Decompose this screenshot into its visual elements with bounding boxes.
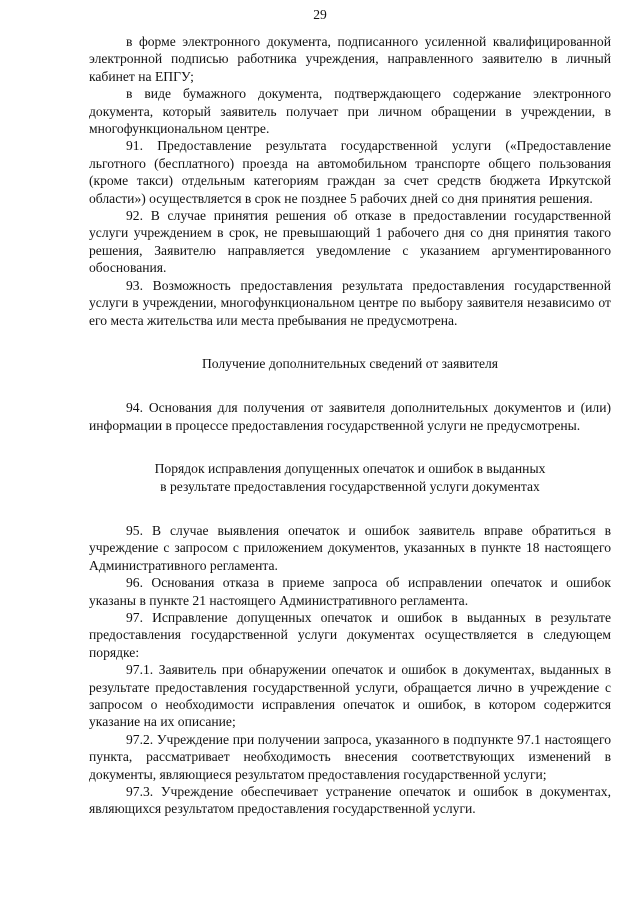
- page-number: 29: [313, 7, 327, 22]
- paragraph-92: 92. В случае принятия решения об отказе в предоставлении государственной услуги учреждением в срок, не превышающий 1 рабочего дня со дня принятия такого решения, Заявителю направляется уведомление с указанием аргументированного обоснования.: [89, 208, 611, 276]
- paragraph-paper-delivery: в виде бумажного документа, подтверждающего содержание электронного документа, который заявитель получает при личном обращении в учреждении, в многофункциональном центре.: [89, 86, 611, 137]
- paragraph-97-2: 97.2. Учреждение при получении запроса, указанного в подпункте 97.1 настоящего пункта, рассматривает необходимость внесения соответствующих изменений в документы, являющиеся результатом предоставления государственной услуги;: [89, 731, 611, 782]
- paragraph-95: 95. В случае выявления опечаток и ошибок заявитель вправе обратиться в учреждение с запросом с приложением документов, указанных в пункте 18 настоящего Административного регламента.: [89, 522, 611, 573]
- section-heading-additional-info: Получение дополнительных сведений от заявителя: [201, 355, 499, 371]
- section-heading-error-correction: [89, 460, 611, 495]
- paragraph-91: 91. Предоставление результата государственной услуги («Предоставление льготного (бесплатного) проезда на автомобильном транспорте общего пользования (кроме такси) отдельным категориям граждан за счет средств бюджета Иркутской области») осуществляется в срок не позднее 5 рабочих дней со дня принятия решения.: [89, 138, 611, 206]
- paragraph-96: 96. Основания отказа в приеме запроса об исправлении опечаток и ошибок указаны в пункте 21 настоящего Административного регламента.: [89, 575, 611, 608]
- paragraph-93: 93. Возможность предоставления результата предоставления государственной услуги в учреждении, многофункциональном центре по выбору заявителя независимо от его места жительства или места пребывания не предусмотрена.: [89, 277, 611, 328]
- paragraph-97-3: 97.3. Учреждение обеспечивает устранение опечаток и ошибок в документах, являющихся результатом предоставления государственной услуги.: [89, 784, 611, 817]
- paragraph-97-1: 97.1. Заявитель при обнаружении опечаток и ошибок в документах, выданных в результате предоставления государственной услуги, обращается лично в учреждение с запросом о необходимости исправления опечаток и ошибок, в котором содержится указание на их описание;: [89, 662, 611, 730]
- paragraph-94: 94. Основания для получения от заявителя дополнительных документов и (или) информации в процессе предоставления государственной услуги не предусмотрены.: [89, 400, 611, 433]
- section-heading-line-2: в результате предоставления государственной услуги документах: [160, 478, 540, 494]
- paragraph-epgu-delivery: в форме электронного документа, подписанного усиленной квалифицированной электронной подписью работника учреждения, направленного заявителю в личный кабинет на ЕПГУ;: [89, 34, 611, 84]
- paragraph-97: 97. Исправление допущенных опечаток и ошибок в выданных в результате предоставления государственной услуги документах осуществляется в следующем порядке:: [89, 609, 611, 660]
- section-heading-line-1: Порядок исправления допущенных опечаток и ошибок в выданных: [154, 461, 546, 477]
- page-body: [89, 33, 611, 818]
